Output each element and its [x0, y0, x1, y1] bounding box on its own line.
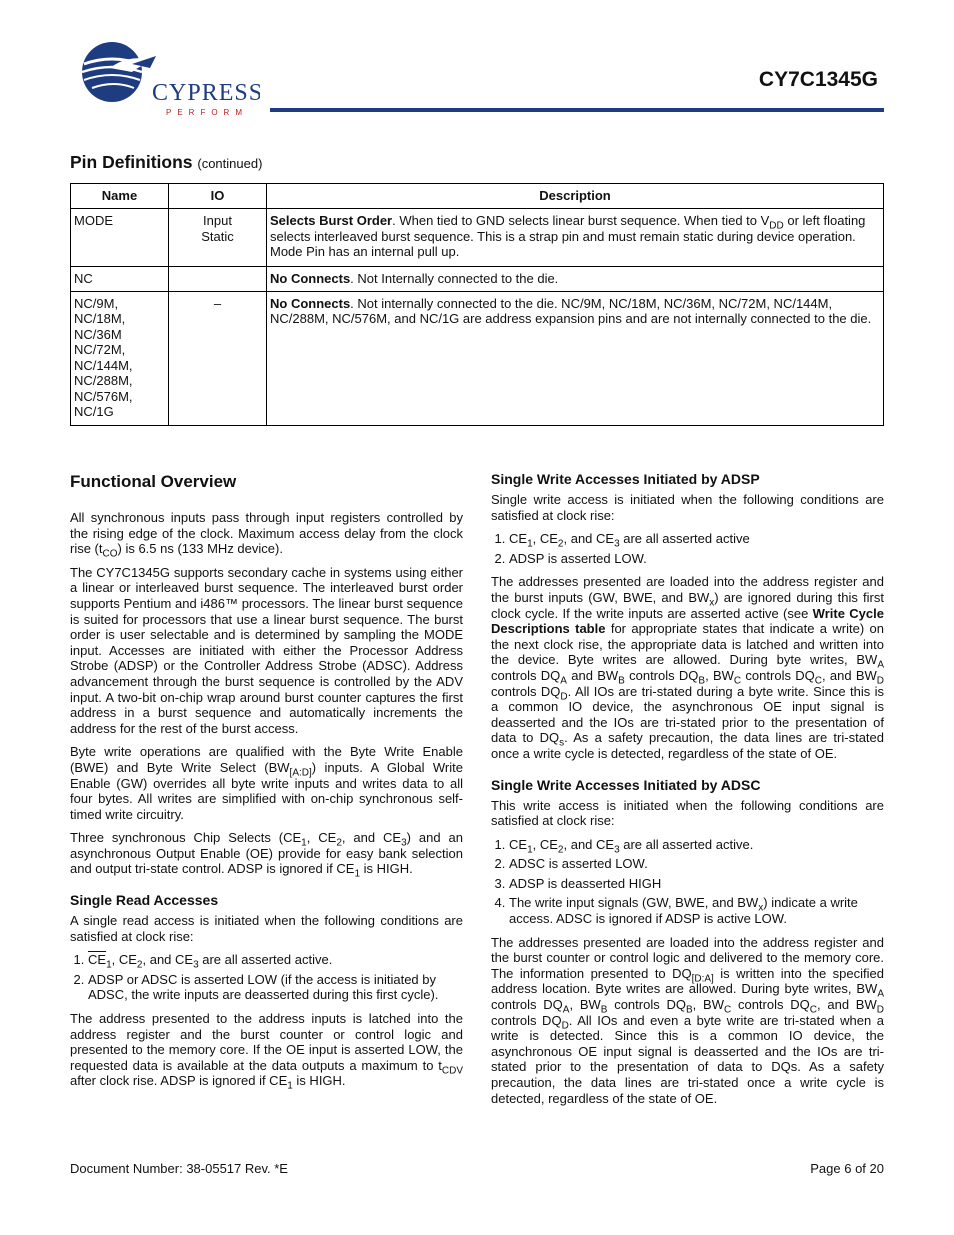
- text: The addresses presented are loaded into the address register and the burst counter or control logic and delivered to the memory core. The information presented to DQ: [491, 934, 884, 981]
- pin-name-line: NC/288M,: [74, 373, 133, 388]
- paragraph: The CY7C1345G supports secondary cache in systems using either a linear or interleaved burst sequence. The interleaved burst order supports Pentium and i486™ processors. The linear burst sequence is suited for processors that use a linear burst sequence. The burst order is user selectable and is determined by sampling the MODE input. Accesses are initiated with either the Processor Address Strobe (ADSP) or the Controller Address Strobe (ADSC). Address advancement through the burst sequence is controlled by the ADV input. A two-bit on-chip wrap around burst counter captures the first address in a burst sequence and automatically increments the address for the rest of the burst access.: [70, 564, 463, 736]
- text: controls DQ: [624, 667, 699, 683]
- paragraph: This write access is initiated when the following conditions are satisfied at clock rise:: [491, 797, 884, 829]
- pin-io: [169, 209, 267, 267]
- text: , and BW: [821, 667, 877, 683]
- sub: 3: [614, 844, 620, 856]
- sub: 2: [336, 837, 342, 849]
- text: for appropriate states that indicate a write) on the next clock rise, the appropriate data is latched and written into the device. Byte writes are allowed. During byte writes, BW: [491, 621, 884, 668]
- text: controls DQ: [491, 997, 563, 1013]
- text: , and CE: [563, 531, 615, 547]
- sub: x: [758, 903, 764, 915]
- adsp-conditions-list: [491, 531, 884, 566]
- adsp-write-heading: Single Write Accesses Initiated by ADSP: [491, 471, 760, 487]
- pin-name-line: NC/576M,: [74, 388, 133, 404]
- sub: s: [559, 737, 565, 749]
- right-column: [491, 470, 884, 1114]
- table-reference: Write Cycle Descriptions table: [491, 605, 884, 637]
- table-header-row: [71, 184, 884, 209]
- sub: C: [733, 675, 742, 687]
- text: controls DQ: [731, 997, 810, 1013]
- sub: x: [709, 597, 715, 609]
- svg-text:CYPRESS: CYPRESS: [152, 80, 260, 106]
- sub: 3: [401, 837, 407, 849]
- text: ) indicate a write access. ADSC is ignored if ADSP is active LOW.: [509, 895, 858, 927]
- desc-bold: Selects Burst Order: [270, 213, 393, 228]
- sub: A: [560, 675, 567, 687]
- pin-name: [71, 291, 169, 425]
- pin-name-line: NC/9M,: [74, 295, 119, 311]
- sub: C: [814, 675, 822, 687]
- desc-text: . Not internally connected to the die. NC/9M, NC/18M, NC/36M, NC/72M, NC/144M, NC/288M, NC/576M, and NC/1G are address expansion pins and are not internally connected to the die.: [270, 295, 872, 326]
- paragraph: [70, 510, 463, 560]
- text: are all asserted active: [619, 531, 750, 547]
- text: are all asserted active.: [198, 952, 333, 968]
- svg-text:PERFORM: PERFORM: [166, 108, 248, 117]
- text: ) are ignored during this first clock cycle. If the write inputs are asserted active (see: [491, 589, 885, 621]
- text: , CE: [532, 531, 558, 547]
- pin-name-line: NC/144M,: [74, 357, 133, 373]
- list-item: [509, 836, 884, 856]
- text: ) inputs. A Global Write Enable (GW) overrides all byte write inputs and writes data to all four bytes. All writes are simplified with on-chip synchronous self-timed write circuitry.: [70, 759, 463, 822]
- desc-sub: DD: [769, 220, 784, 232]
- list-item: [509, 531, 884, 550]
- sub: 2: [136, 959, 143, 971]
- pin-io: [169, 267, 267, 292]
- part-number-title: CY7C1345G: [758, 68, 878, 91]
- text: CE: [509, 531, 528, 547]
- sub: [A:D]: [289, 767, 312, 779]
- sub: 1: [527, 538, 533, 550]
- sub: A: [877, 659, 884, 671]
- io-line: Input: [203, 213, 232, 228]
- text: , BW: [705, 667, 734, 683]
- functional-overview-heading: Functional Overview: [70, 472, 237, 491]
- pin-name: MODE: [71, 209, 169, 267]
- sub: 3: [193, 959, 199, 971]
- pin-definitions-heading: [70, 152, 262, 173]
- text: is written into the specified address location. Byte writes are allowed. During byte writes, BW: [491, 965, 884, 997]
- adsc-write-heading: Single Write Accesses Initiated by ADSC: [491, 776, 761, 793]
- pin-description: [267, 209, 884, 267]
- text: , and CE: [142, 952, 194, 968]
- sub: D: [876, 1004, 884, 1016]
- desc-bold: No Connects: [270, 271, 351, 286]
- text: , CE: [306, 830, 337, 846]
- table-row: [71, 267, 884, 292]
- pin-name-line: NC/72M,: [74, 342, 126, 357]
- pin-name-line: NC/36M: [74, 326, 122, 342]
- text: is HIGH.: [360, 861, 413, 877]
- text: and BW: [566, 667, 619, 683]
- list-item: [509, 895, 884, 926]
- continued-label: (continued): [197, 156, 263, 171]
- sub: 1: [527, 844, 533, 856]
- sub: B: [600, 1004, 608, 1016]
- paragraph: [70, 1011, 463, 1092]
- paragraph: A single read access is initiated when the following conditions are satisfied at clock rise:: [70, 913, 463, 944]
- text: The write input signals (GW, BWE, and BW: [509, 895, 759, 911]
- read-conditions-list: [70, 952, 463, 1003]
- sub: 3: [614, 538, 620, 550]
- sub: D: [876, 675, 884, 687]
- sub: B: [698, 675, 706, 687]
- pin-definitions-table: [70, 183, 884, 426]
- sub: C: [809, 1004, 817, 1016]
- sub: 2: [557, 538, 564, 550]
- text: ) is 6.5 ns (133 MHz device).: [117, 541, 283, 557]
- desc-text: . Not Internally connected to the die.: [350, 271, 559, 286]
- sub: CO: [102, 548, 118, 560]
- list-item: [88, 952, 463, 971]
- sub: 2: [557, 844, 564, 856]
- sub: B: [618, 675, 625, 687]
- text: Byte write operations are qualified with the Byte Write Enable (BWE) and Byte Write Select (BW: [70, 744, 463, 775]
- table-row: [71, 209, 884, 267]
- text: ) and an asynchronous Output Enable (OE) provide for easy bank selection and output tri-state control. ADSP is ignored if CE: [70, 830, 463, 877]
- text: . All IOs are tri-stated during a byte write. Since this is a common IO device, the asynchronous OE input signal is deasserted and the IOs are tri-stated prior to the presentation of data to DQ: [491, 683, 884, 746]
- sub: 1: [106, 959, 112, 971]
- list-item: 3. ADSP is deasserted HIGH: [509, 876, 884, 892]
- text: controls DQ: [607, 997, 686, 1013]
- text: after clock rise. ADSP is ignored if CE: [70, 1073, 288, 1089]
- paragraph: [491, 935, 884, 1107]
- cypress-logo: [70, 40, 260, 120]
- left-column: [70, 470, 463, 1097]
- column-header-name: Name: [71, 184, 169, 209]
- sub: [D:A]: [691, 973, 714, 985]
- text: are all asserted active.: [619, 836, 754, 852]
- pin-description: [267, 267, 884, 292]
- table-row: [71, 291, 884, 425]
- pin-name: NC: [71, 267, 169, 292]
- text: The address presented to the address inputs is latched into the address register and the burst counter or control logic and presented to the memory core. If the OE input is asserted LOW, the requested data is available at the data outputs a maximum to t: [70, 1011, 463, 1073]
- column-header-description: Description: [267, 184, 884, 209]
- sub: CDV: [441, 1065, 463, 1077]
- page-number: Page 6 of 20: [810, 1161, 884, 1176]
- text: CE: [509, 836, 528, 852]
- text: All synchronous inputs pass through input registers controlled by the rising edge of the clock. Maximum access delay from the clock rise (t: [70, 510, 463, 557]
- pin-io: –: [169, 291, 267, 425]
- pin-description: [267, 291, 884, 425]
- pin-definitions-title: Pin Definitions: [70, 152, 193, 172]
- text: $\overline{CE}$: [88, 952, 107, 968]
- paragraph: Single write access is initiated when the following conditions are satisfied at clock rise:: [491, 492, 884, 523]
- sub: D: [561, 1020, 569, 1032]
- list-item: 2. ADSP or ADSC is asserted LOW (if the access is initiated by ADSC, the write inputs are deasserted during this first cycle).: [88, 972, 463, 1003]
- sub: A: [877, 989, 884, 1001]
- text: controls DQ: [491, 667, 561, 683]
- text: , and BW: [816, 997, 877, 1013]
- sub: B: [685, 1004, 693, 1016]
- sub: 1: [287, 1081, 293, 1092]
- paragraph: [491, 574, 884, 761]
- text: controls DQ: [741, 667, 815, 683]
- text: controls DQ: [491, 683, 561, 699]
- text: , CE: [111, 952, 137, 968]
- pin-name-line: NC/18M,: [74, 311, 126, 326]
- adsc-conditions-list: [491, 837, 884, 927]
- sub: 1: [354, 869, 361, 881]
- desc-text: or left floating selects interleaved burst sequence. This is a strap pin and must remain static during device operation. Mode Pin has an internal pull up.: [270, 213, 866, 259]
- desc-bold: No Connects: [270, 295, 351, 311]
- list-item: 2. ADSC is asserted LOW.: [509, 856, 884, 872]
- text: , CE: [532, 836, 558, 852]
- text: , and CE: [341, 830, 402, 846]
- text: Three synchronous Chip Selects (CE: [70, 830, 302, 846]
- paragraph: [70, 744, 463, 822]
- text: , BW: [569, 997, 601, 1013]
- text: controls DQ: [491, 1012, 562, 1028]
- io-line: Static: [201, 228, 234, 244]
- sub: D: [560, 691, 568, 703]
- sub: 1: [301, 837, 307, 849]
- header-rule: [270, 108, 884, 112]
- paragraph: [70, 830, 463, 881]
- single-read-heading: Single Read Accesses: [70, 892, 219, 909]
- text: . All IOs and even a byte write are tri-stated when a write is detected. Since this is a common IO device, the asynchronous OE input signal is deasserted and the IOs are tri-stated prior to the presentation of data to DQs. As a safety precaution, the data lines are tri-stated once a write cycle is detected, regardless of the state of OE.: [491, 1012, 885, 1106]
- desc-text: . When tied to GND selects linear burst sequence. When tied to V: [392, 213, 770, 228]
- list-item: 2. ADSP is asserted LOW.: [509, 551, 884, 567]
- sub: C: [723, 1004, 732, 1016]
- text: The addresses presented are loaded into the address register and the burst inputs (GW, BWE, and BW: [491, 574, 884, 605]
- column-header-io: IO: [169, 184, 267, 209]
- sub: A: [562, 1004, 570, 1016]
- pin-name-line: NC/1G: [74, 404, 114, 419]
- text: , BW: [692, 997, 724, 1013]
- text: , and CE: [563, 836, 615, 852]
- document-number: Document Number: 38-05517 Rev. *E: [70, 1161, 288, 1176]
- text: is HIGH.: [292, 1073, 346, 1089]
- cypress-globe-icon: [70, 40, 260, 120]
- text: . As a safety precaution, the data lines are tri-stated once a write cycle is detected, regardless of the state of OE.: [491, 730, 885, 761]
